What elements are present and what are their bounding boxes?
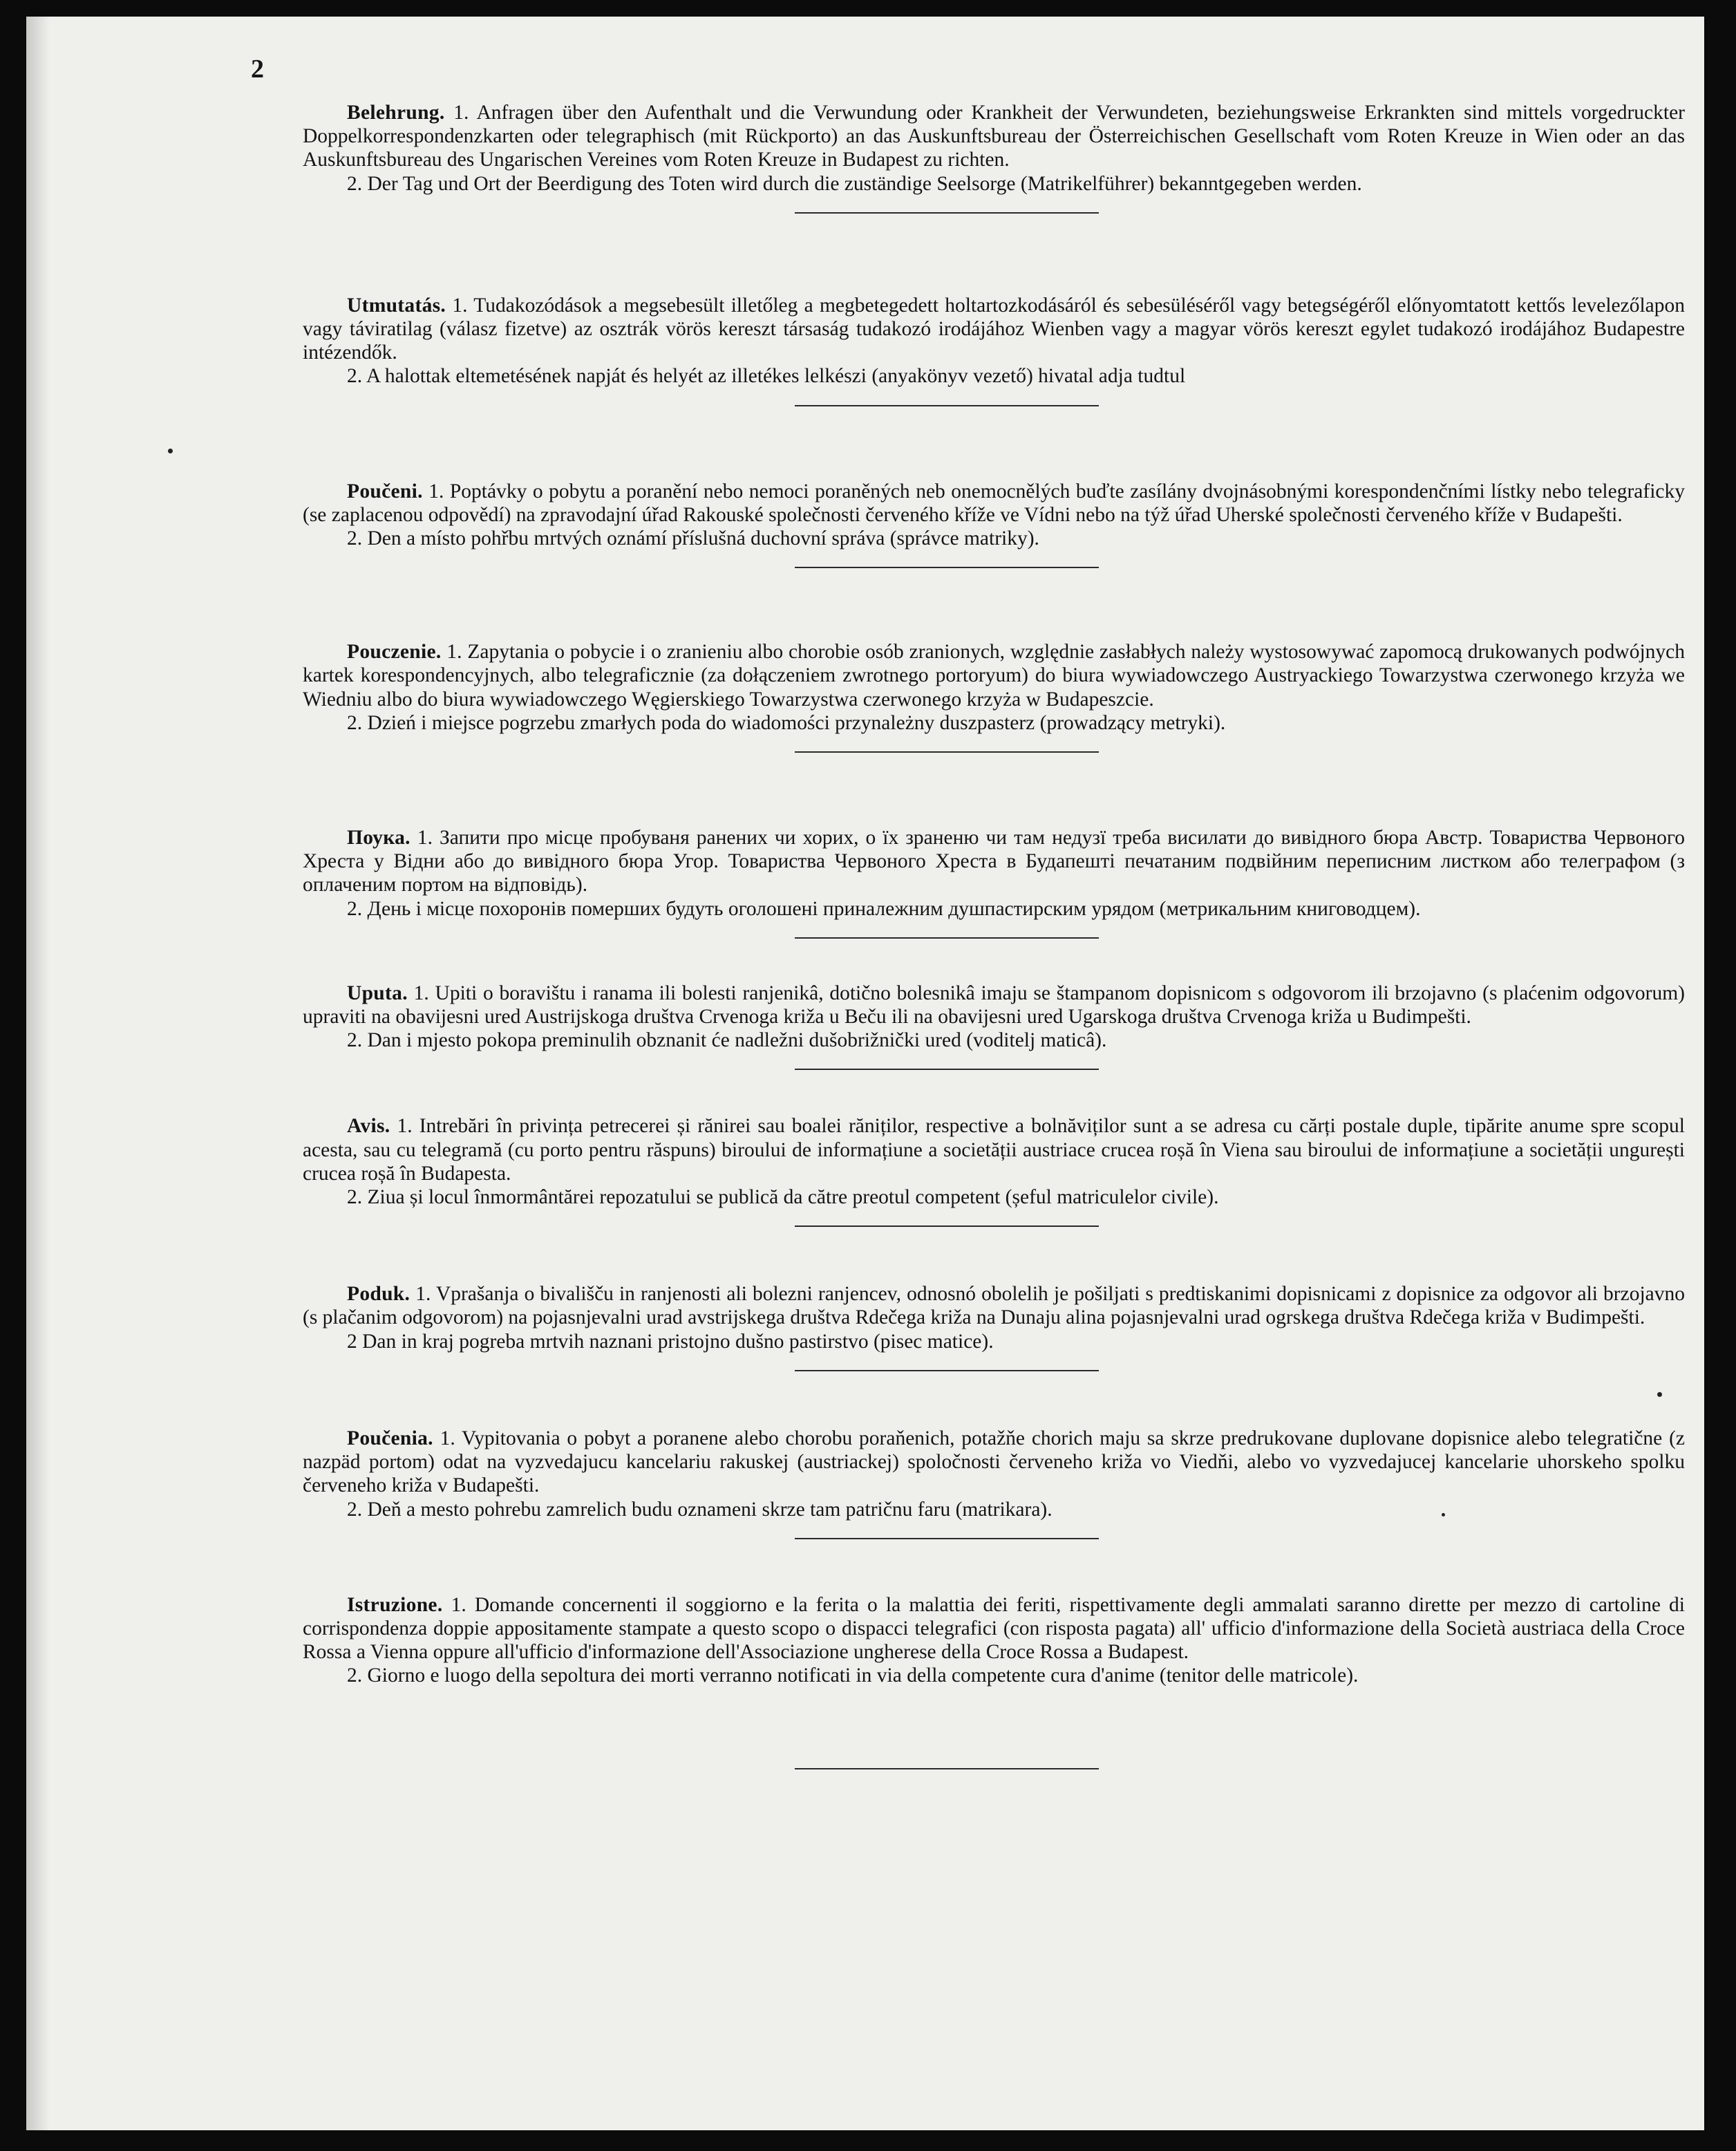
paragraph-1 [303, 640, 1685, 711]
section-polish [303, 640, 1685, 753]
paragraph-text: 1. Upiti o boravištu i ranama ili bolesti ranjenikâ, dotično bolesnikâ imaju se štampanom dopisnicom s odgovorom ili brzojavno (s plaćenim odgovorum) upraviti na obavijesni ured Austrijskoga društva Crvenoga križa u Beču ili na obavijesni ured Ugarskoga društva Crvenoga križa u Budimpešti. [303, 981, 1686, 1028]
section-heading: Istruzione. [347, 1593, 443, 1616]
paragraph-text: 1. Poptávky o pobytu a poranění nebo nemoci poraněných neb onemocnělých buďte zasílány dvojnásobnými korespondenčními lístky nebo telegraficky (se zaplacenou odpovědí) na zpravodajní úřad Rakouské společnosti červeného kříže ve Vídni nebo na týž úřad Uherské společnosti červeného kříže v Budapešti. [303, 480, 1686, 526]
paragraph-1 [303, 1282, 1685, 1329]
section-divider [795, 1225, 1099, 1227]
section-ruthenian [303, 826, 1685, 939]
paragraph-2: 2. Ziua și locul înmormântărei repozatului se publică da către preotul competent (șeful matriculelor civile). [347, 1186, 1219, 1209]
section-divider [795, 212, 1099, 214]
paragraph-2: 2. A halottak eltemetésének napját és helyét az illetékes lelkészi (anyakönyv vezető) hivatal adja tudtul [347, 365, 1186, 388]
paragraph-1 [303, 1593, 1685, 1664]
section-slovak [303, 1427, 1685, 1539]
section-heading: Avis. [347, 1115, 390, 1138]
section-divider [795, 1370, 1099, 1371]
section-heading: Поука. [347, 827, 411, 849]
section-german [303, 101, 1685, 214]
paragraph-text: 1. Vprašanja o bivališču in ranjenosti ali bolezni ranjencev, odnosnó obolelih je pošiljati s predtiskanimi dopisnicami z dopisnice za odgovor ali brzojavno (s plačanim odgovorom) na pojasnjevalni urad avstrijskega društva Rdečega križa na Dunaju alina pojasnjevalni urad ogrskega društva Rdečega križa v Budimpešti. [303, 1283, 1685, 1329]
paragraph-1 [303, 480, 1685, 527]
section-hungarian [303, 294, 1685, 406]
section-divider [795, 405, 1099, 406]
section-heading: Poučenia. [347, 1427, 433, 1449]
section-divider [795, 1538, 1099, 1539]
section-divider [795, 937, 1099, 939]
paragraph-text: 1. Anfragen über den Aufenthalt und die Verwundung oder Krankheit der Verwundeten, beziehungsweise Erkrankten sind mittels vorgedruckter Doppelkorrespondenzkarten oder telegraphisch (mit Rückporto) an das Auskunftsbureau der Österreichischen Gesellschaft vom Roten Kreuze in Wien oder an das Auskunftsbureau des Ungarischen Vereines vom Roten Kreuze in Budapest zu richten. [303, 102, 1685, 171]
section-italian [303, 1593, 1685, 1769]
paragraph-text: 1. Domande concernenti il soggiorno e la ferita o la malattia dei feriti, rispettivamente degli ammalati saranno dirette per mezzo di cartoline di corrispondenza doppie appositamente stampate a questo scopo o dispacci telegrafici (con risposta pagata) all' ufficio d'informazione della Società austriaca della Croce Rossa a Vienna oppure all'ufficio d'informazione dell'Associazione ungherese della Croce Rossa a Budapest. [303, 1593, 1685, 1664]
section-czech [303, 480, 1685, 569]
page-number: 2 [251, 55, 264, 84]
paragraph-text: 1. Intrebări în privința petrecerei și rănirei sau boalei răniților, respective a bolnăviților sunt a se adresa cu cărți postale duple, tipărite anume spre scopul acesta, sau cu telegramă (cu porto pentru răspuns) biroului de informațiune a societății austriace crucea roșă în Viena sau biroului de informațiune a societății ungurești crucea roșă în Budapesta. [303, 1115, 1686, 1185]
section-divider [795, 567, 1099, 568]
section-heading: Pouczenie. [347, 641, 442, 664]
paragraph-2: 2. Deň a mesto pohrebu zamrelich budu oznameni skrze tam patričnu faru (matrikara). [347, 1498, 1053, 1521]
print-speck [1657, 1392, 1662, 1397]
paragraph-text: 1. Tudakozódások a megsebesült illetőleg a megbetegedett holtartozkodásáról és sebesüléséről vagy betegségéről előnyomtatott kettős levelezőlapon vagy táviratilag (válasz fizetve) az osztrák vörös kereszt társaság tudakozó irodájához Wienben vagy a magyar vörös kereszt egylet tudakozó irodájához Budapestre intézendők. [303, 294, 1685, 364]
paragraph-1 [303, 981, 1685, 1028]
paragraph-2: 2. День і місце похоронів померших будуть оголошені приналежним душпастирским урядом (метрикальним книговодцем). [347, 897, 1421, 920]
print-speck [1442, 1513, 1445, 1516]
paragraph-1 [303, 101, 1685, 172]
paragraph-text: 1. Zapytania o pobycie i o zranieniu albo chorobie osób zranionych, względnie zasłabłych należy wystosowywać zapomocą drukowanych podwójnych kartek korespondencyjnych, albo telegraficznie (za dołączeniem zwrotnego portoryum) do biura wywiadowczego Austryackiego Towarzystwa czerwonego krzyża we Wiedniu albo do biura wywiadowczego Węgierskiego Towarzystwa czerwonego krzyża w Budapeszcie. [303, 641, 1686, 711]
paragraph-2: 2 Dan in kraj pogreba mrtvih naznani pristojno dušno pastirstvo (pisec matice). [347, 1330, 994, 1353]
paragraph-text: 1. Запити про місце пробуваня ранених чи хорих, о їх зраненю чи там недузї треба висилати до вивідного бюра Австр. Товариства Червоного Хреста у Відни або до вивідного бюра Угор. Товариства Червоного Хреста в Будапешті печатаним подвійним переписним листком або телеграфом (з оплаченим портом на відповідь). [303, 827, 1685, 896]
section-divider [795, 751, 1099, 753]
paragraph-2: 2. Giorno e luogo della sepoltura dei morti verranno notificati in via della competente cura d'anime (tenitor delle matricole). [347, 1664, 1359, 1687]
section-heading: Belehrung. [347, 102, 445, 124]
section-heading: Poduk. [347, 1283, 411, 1306]
section-divider [795, 1069, 1099, 1070]
paragraph-text: 1. Vypitovania o pobyt a poranene alebo chorobu poraňenich, potažňe chorich maju sa skrze predrukovane duplovane dopisnice alebo telegratične (z nazpäd portom) odat na vyzvedajucu kancelariu rakuskej (austriackej) spoločnosti červeneho križa vo Viedňi, alebo vo vyzvedajucej kancelarie uhorskeho spolku červeneho križa v Budapešti. [303, 1427, 1685, 1497]
paragraph-1 [303, 1114, 1685, 1185]
paragraph-2: 2. Den a místo pohřbu mrtvých oznámí příslušná duchovní správa (správce matriky). [347, 527, 1039, 550]
paragraph-1 [303, 294, 1685, 365]
instructions-body [303, 101, 1685, 1769]
section-slovene [303, 1282, 1685, 1371]
section-croatian [303, 981, 1685, 1071]
section-romanian [303, 1114, 1685, 1227]
section-heading: Poučeni. [347, 480, 423, 502]
paragraph-2: 2. Dan i mjesto pokopa preminulih obznanit će nadležni dušobrižnički ured (voditelj maticâ). [347, 1029, 1107, 1052]
paragraph-2: 2. Der Tag und Ort der Beerdigung des Toten wird durch die zuständige Seelsorge (Matrikelführer) bekanntgegeben werden. [347, 172, 1362, 195]
paragraph-2: 2. Dzień i miejsce pogrzebu zmarłych poda do wiadomości przynależny duszpasterz (prowadzący metryki). [347, 711, 1226, 734]
section-heading: Utmutatás. [347, 294, 446, 317]
print-speck [168, 449, 173, 453]
document-page [26, 17, 1704, 2130]
section-divider [795, 1768, 1099, 1769]
section-heading: Uputa. [347, 981, 408, 1004]
paragraph-1 [303, 1427, 1685, 1498]
paragraph-1 [303, 826, 1685, 897]
